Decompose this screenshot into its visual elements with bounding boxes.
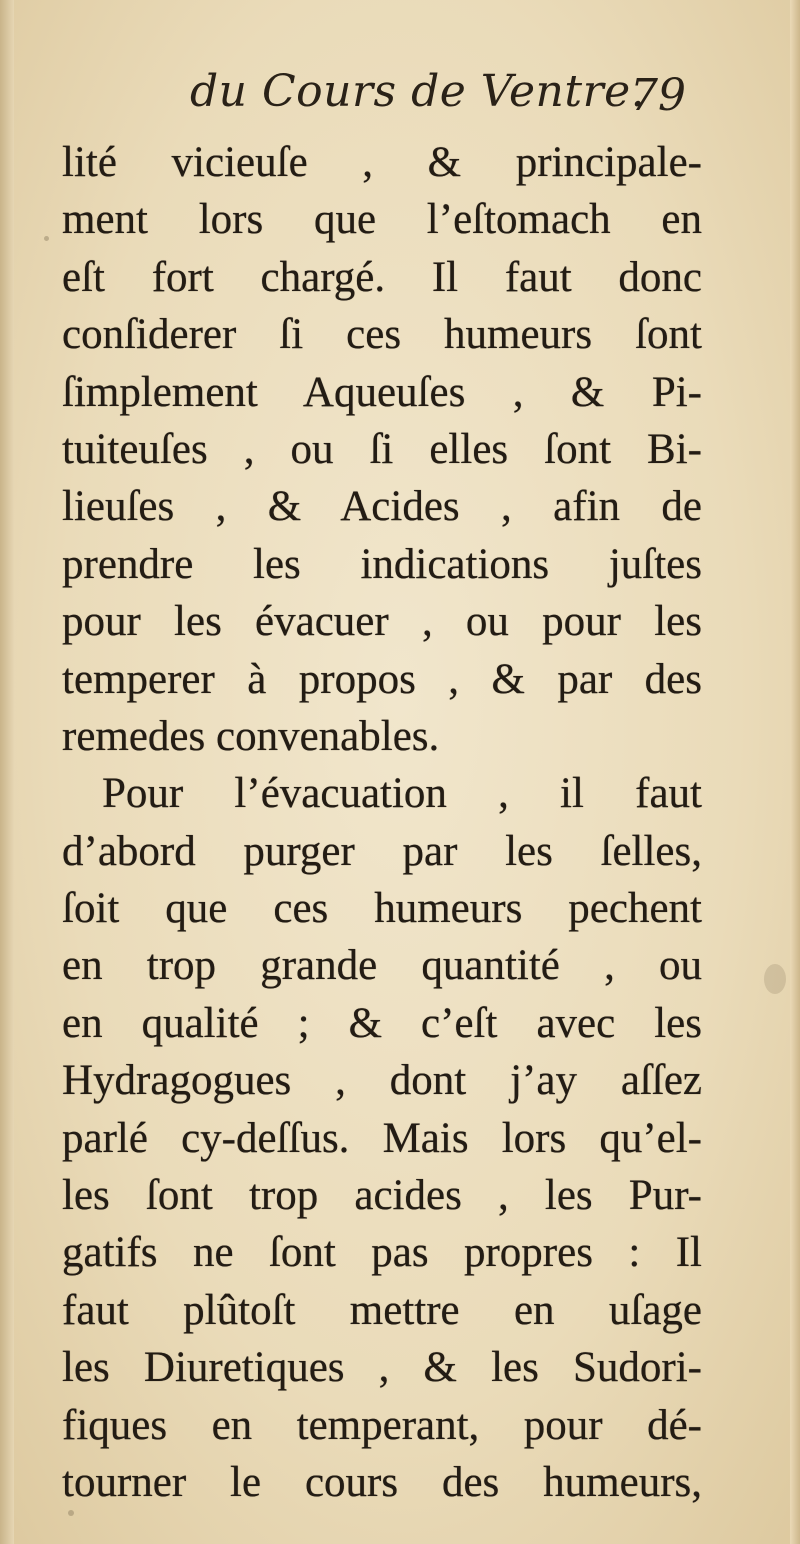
text-line: les Diuretiques , & les Sudori- bbox=[62, 1344, 702, 1392]
text-line: prendre les indications juſtes bbox=[62, 540, 702, 588]
page-header bbox=[0, 66, 800, 136]
text-line: en qualité ; & c’eſt avec les bbox=[62, 999, 702, 1047]
text-line: gatifs ne ſont pas propres : Il bbox=[62, 1229, 702, 1277]
running-title: du Cours de Ventre. bbox=[190, 66, 646, 117]
text-line: ment lors que l’eſtomach en bbox=[62, 196, 702, 244]
text-line: parlé cy-deſſus. Mais lors qu’el- bbox=[62, 1114, 702, 1162]
text-line: conſiderer ſi ces humeurs ſont bbox=[62, 311, 702, 359]
text-line: lité vicieuſe , & principale- bbox=[62, 139, 702, 186]
text-line: faut plûtoſt mettre en uſage bbox=[62, 1286, 702, 1334]
body-text bbox=[62, 134, 702, 1511]
text-line: d’abord purger par les ſelles, bbox=[62, 827, 702, 875]
page-number: 79 bbox=[630, 70, 686, 121]
text-line: fiques en temperant, pour dé- bbox=[62, 1401, 702, 1449]
text-line: tourner le cours des humeurs, bbox=[62, 1458, 702, 1506]
text-line: tuiteuſes , ou ſi elles ſont Bi- bbox=[62, 425, 702, 473]
text-line: lieuſes , & Acides , afin de bbox=[62, 483, 702, 531]
text-line: remedes convenables. bbox=[62, 712, 440, 760]
text-line: ſimplement Aqueuſes , & Pi- bbox=[62, 368, 702, 416]
page-edge-right bbox=[790, 0, 800, 1544]
text-line: eſt fort chargé. Il faut donc bbox=[62, 253, 702, 301]
paper-speck bbox=[44, 236, 49, 241]
text-line: pour les évacuer , ou pour les bbox=[62, 598, 702, 646]
text-line: les ſont trop acides , les Pur- bbox=[62, 1172, 702, 1220]
text-line: ſoit que ces humeurs pechent bbox=[62, 885, 702, 933]
text-line: en trop grande quantité , ou bbox=[62, 942, 702, 990]
text-line: temperer à propos , & par des bbox=[62, 655, 702, 703]
page-edge-left bbox=[0, 0, 14, 1544]
paper-speck bbox=[764, 964, 786, 994]
text-line: Hydragogues , dont j’ay aſſez bbox=[62, 1057, 702, 1105]
text-line: Pour l’évacuation , il faut bbox=[102, 770, 702, 818]
paper-speck bbox=[68, 1510, 74, 1516]
